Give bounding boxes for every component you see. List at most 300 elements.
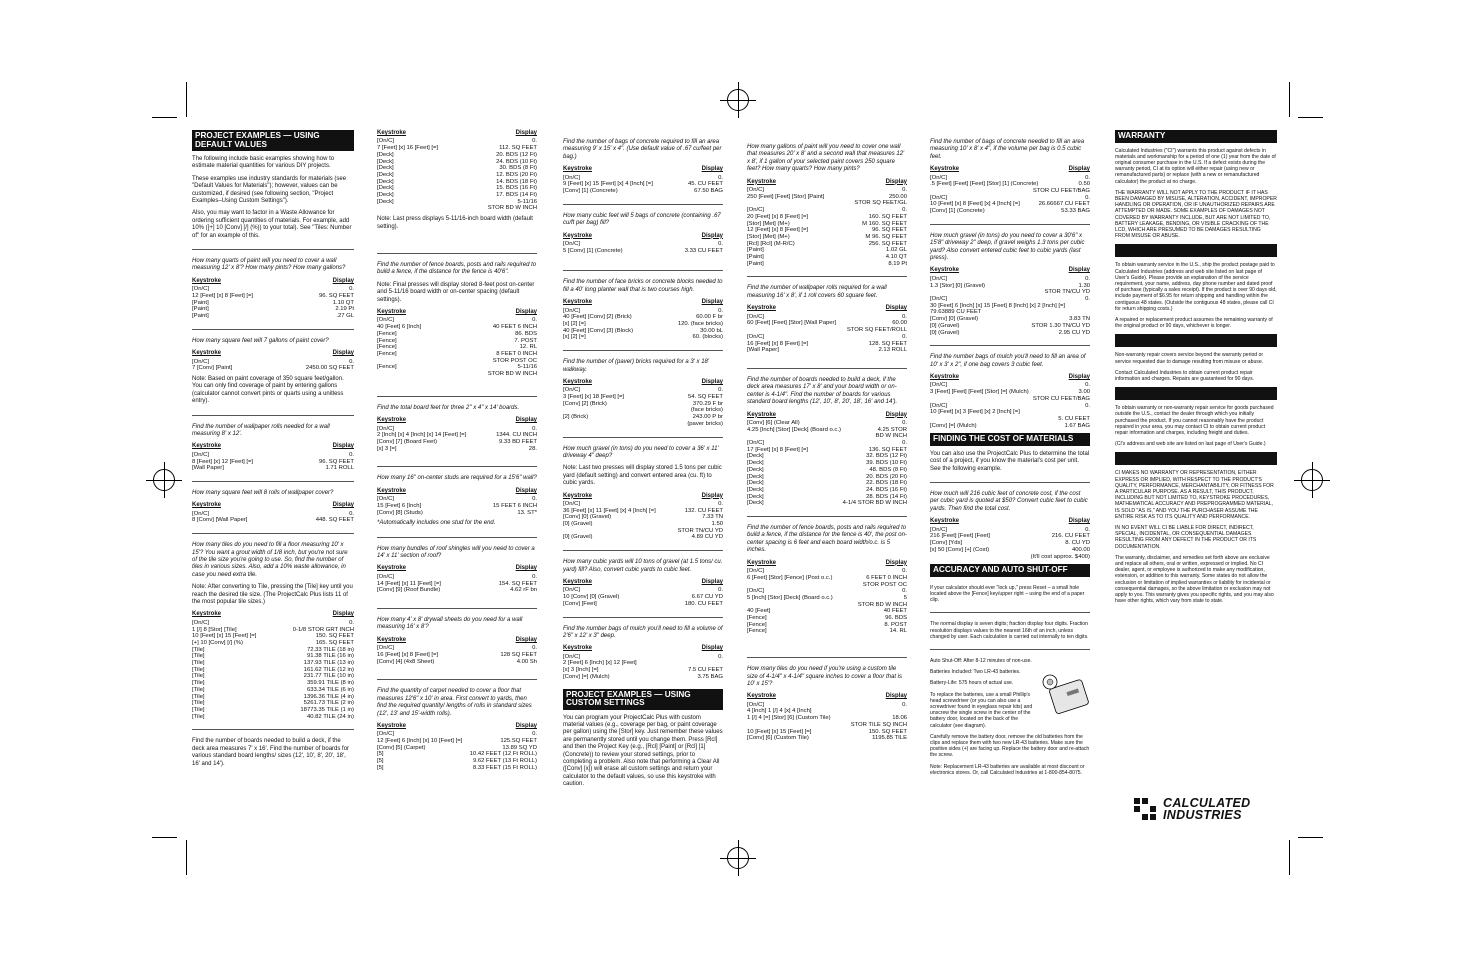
- keystroke-cell: 10 [Conv] [0] (Gravel): [563, 594, 620, 601]
- keystroke-row: [747, 427, 907, 434]
- keystroke-cell: 16 [Feet] [x] 8 [Feet] [=]: [377, 651, 439, 658]
- keystroke-row: [747, 207, 907, 214]
- keystroke-cell: [Fence]: [377, 350, 397, 357]
- keystroke-header: Keystroke Display: [563, 492, 723, 499]
- keystroke-row: [563, 241, 723, 248]
- keystroke-cell: [Conv] [=] (Mulch): [563, 673, 610, 680]
- keystroke-header: Keystroke Display: [563, 378, 723, 385]
- keystroke-cell: [Deck]: [747, 473, 764, 480]
- display-cell: 125.SQ FEET: [500, 738, 537, 745]
- keystroke-row: [192, 647, 354, 654]
- keystroke-row: [747, 582, 907, 589]
- keystroke-cell: [2] (Brick): [563, 414, 589, 421]
- column-5: [930, 130, 1090, 781]
- auto-shutoff-text: Auto Shut-Off: After 8-12 minutes of non-use.: [930, 657, 1032, 664]
- display-cell: STOR TN/CU YD: [677, 527, 723, 534]
- keystroke-cell: [Paint]: [192, 299, 209, 306]
- keystroke-cell: [Conv] [9] (Roof Bundle): [377, 587, 441, 594]
- example-question: Find the number of bags of concrete required to fill an area measuring 9' x 15' x 4". (Use default value of .67 cu/feet per bag.): [563, 139, 722, 160]
- keystroke-cell: [Conv] [4] (4x8 Sheet): [377, 658, 435, 665]
- keystroke-cell: 4 [Inch] 1 [/] 4 [x] 4 [Inch]: [747, 708, 812, 715]
- display-cell: 0.: [1085, 174, 1090, 181]
- display-cell: 216. CU FEET: [1051, 533, 1090, 540]
- keystroke-header: Keystroke Display: [377, 308, 537, 315]
- keystroke-cell: [Deck]: [377, 178, 394, 185]
- keystroke-cell: [Wall Paper]: [192, 465, 224, 472]
- display-cell: 0.: [532, 731, 537, 738]
- keystroke-cell: [On/C]: [192, 286, 210, 293]
- keystroke-row: [377, 364, 537, 371]
- display-cell: 0.: [349, 358, 354, 365]
- keystroke-row: [377, 138, 537, 145]
- display-cell: 448. SQ FEET: [315, 517, 354, 524]
- display-cell: 0.: [718, 240, 723, 247]
- crop-mark: [186, 82, 187, 117]
- keystroke-cell: [Tile]: [192, 693, 205, 700]
- display-cell: 17. BDS (14 Ft): [496, 192, 537, 199]
- keystroke-table: [563, 387, 723, 427]
- display-cell: 0.: [1085, 382, 1090, 389]
- keystroke-cell: [Deck]: [377, 158, 394, 165]
- display-cell: 4.62 rF bn: [510, 587, 537, 594]
- keystroke-row: [747, 320, 907, 327]
- keystroke-cell: 3 [Feet] [Feet] [Feet] [Stor] [=] (Mulch): [930, 389, 1029, 396]
- keystroke-row: [192, 300, 354, 307]
- keystroke-cell: 10 [Feet] [x] 15 [Feet] [=]: [192, 633, 257, 640]
- keystroke-header: Keystroke Display: [377, 722, 537, 729]
- keystroke-cell: [Deck]: [377, 198, 394, 205]
- display-cell: M 160. SQ FEET: [862, 220, 907, 227]
- divider: [192, 329, 354, 330]
- example-question: Find the number bags of mulch you'll need to fill an area of 10' x 3' x 2", if one bag covers 3 cubic feet.: [930, 354, 1086, 368]
- display-cell: 0.: [1085, 295, 1090, 302]
- display-cell: 60.00: [892, 320, 907, 327]
- keystroke-row: [930, 527, 1090, 534]
- display-cell: 0.: [902, 419, 907, 426]
- warranty-paragraph: IN NO EVENT WILL CI BE LIABLE FOR DIRECT, INDIRECT, SPECIAL, INCIDENTAL, OR CONSEQUENTIAL DAMAGES RESULTING FROM ANY DEFECT IN THE PRODUCT OR ITS DOCUMENTATION.: [1115, 525, 1257, 550]
- keystroke-row: [377, 432, 537, 439]
- keystroke-cell: [Conv] [2] (Brick): [563, 400, 607, 407]
- keystroke-cell: [On/C]: [747, 568, 765, 575]
- keystroke-table: [563, 241, 723, 254]
- keystroke-cell: [Fence]: [747, 615, 767, 622]
- keystroke-cell: [Tile]: [192, 660, 205, 667]
- keystroke-row: [563, 587, 723, 594]
- display-cell: STOR BD W INCH: [487, 205, 537, 212]
- keystroke-row: [563, 321, 723, 328]
- display-cell: 4.10 QT: [885, 254, 907, 261]
- display-cell: 0.: [349, 619, 354, 626]
- keystroke-cell: 40 [Feet] 6 [Inch]: [377, 324, 422, 331]
- keystroke-row: [930, 289, 1090, 296]
- display-cell: 5: [903, 594, 907, 601]
- display-cell: 8.33 FEET (15 Ft ROLL): [472, 764, 537, 771]
- keystroke-cell: [Tile]: [192, 646, 205, 653]
- keystroke-cell: [5]: [377, 764, 384, 771]
- crop-mark: [1289, 82, 1290, 117]
- keystroke-cell: 7 [Feet] [x] 16 [Feet] [=]: [377, 145, 439, 152]
- keystroke-cell: [On/C]: [747, 313, 765, 320]
- keystroke-cell: [0] (Gravel): [563, 534, 593, 541]
- keystroke-table: [377, 574, 537, 594]
- keystroke-cell: [Stor] [Met] (M+): [747, 220, 790, 227]
- display-cell: 13. ST*: [517, 509, 537, 516]
- keystroke-cell: 2 [Inch] [x] 4 [Inch] [x] 14 [Feet] [=]: [377, 432, 467, 439]
- keystroke-row: [930, 181, 1090, 188]
- keystroke-cell: [Tile]: [192, 680, 205, 687]
- display-cell: STOR CU FEET/BAG: [1032, 395, 1090, 402]
- display-cell: 53.33 BAG: [1061, 208, 1090, 215]
- keystroke-row: [930, 201, 1090, 208]
- column-2: [377, 130, 537, 772]
- keystroke-row: [192, 452, 354, 459]
- registration-mark: [727, 89, 749, 111]
- keystroke-row: [563, 394, 723, 401]
- keystroke-cell: [On/C]: [563, 240, 581, 247]
- keystroke-cell: [On/C]: [377, 573, 395, 580]
- display-cell: 0.: [1085, 402, 1090, 409]
- keystroke-row: [377, 645, 537, 652]
- display-cell: 30. BDS (8 Ft): [499, 165, 537, 172]
- keystroke-row: [192, 293, 354, 300]
- keystroke-row: [192, 667, 354, 674]
- example-tiles: [192, 542, 354, 720]
- keystroke-table: [747, 420, 907, 507]
- display-cell: 96. BDS: [885, 615, 907, 622]
- display-cell: 128 SQ FEET: [500, 651, 537, 658]
- keystroke-cell: [On/C]: [192, 358, 210, 365]
- keystroke-cell: [On/C]: [377, 731, 395, 738]
- display-cell: 4.25 STOR: [877, 426, 907, 433]
- display-cell: 8. CU YD: [1065, 540, 1090, 547]
- keystroke-row: [377, 426, 537, 433]
- keystroke-row: [747, 715, 907, 722]
- keystroke-row: [747, 622, 907, 629]
- keystroke-row: [377, 185, 537, 192]
- keystroke-row: [747, 221, 907, 228]
- display-cell: STOR 1.30 TN/CU YD: [1031, 322, 1090, 329]
- display-cell: 6.67 CU YD: [691, 594, 723, 601]
- keystroke-header: Keystroke Display: [377, 487, 537, 494]
- display-cell: (paver bricks): [687, 420, 723, 427]
- display-cell: 128. SQ FEET: [868, 340, 907, 347]
- keystroke-row: [377, 503, 537, 510]
- keystroke-header: Keystroke Display: [192, 611, 354, 618]
- example-paint-coverage: [192, 338, 354, 406]
- keystroke-row: [930, 389, 1090, 396]
- display-cell: STOR BD W INCH: [857, 601, 907, 608]
- keystroke-cell: [Conv] [8] (Studs): [377, 509, 423, 516]
- keystroke-header: Keystroke Display: [930, 166, 1090, 173]
- keystroke-cell: [On/C]: [192, 510, 210, 517]
- keystroke-row: [930, 416, 1090, 423]
- keystroke-row: [377, 659, 537, 666]
- display-cell: 256. SQ FEET: [868, 240, 907, 247]
- display-cell: 8. POST: [884, 621, 907, 628]
- column-4: [747, 130, 907, 742]
- keystroke-row: [563, 407, 723, 414]
- keystroke-row: [563, 508, 723, 515]
- keystroke-cell: [Tile]: [192, 700, 205, 707]
- warranty-paragraph: (CI's address and web site are listed on last page of User's Guide.): [1115, 441, 1266, 448]
- example-note: Note: Final presses will display stored 8-feet post on-center and 5-11/16 board width or on-center spacing (default settings).: [377, 281, 535, 303]
- display-cell: 1396.36 TILE (4 in): [303, 693, 354, 700]
- keystroke-table: [563, 654, 723, 681]
- keystroke-cell: 30 [Feet] 6 [Inch] [x] 15 [Feet] 8 [Inch] [x] 2 [Inch] [=]: [930, 302, 1066, 309]
- keystroke-cell: 14 [Feet] [x] 11 [Feet] [=]: [377, 580, 441, 587]
- display-cell: 250.00: [888, 193, 907, 200]
- warranty-paragraph: To obtain warranty service in the U.S., ship the product postage paid to Calculated Industries (address and web site listed on last page of User's Guide). Please provide an explanation of the service requirement, your name, address, day phone number and dated proof of purchase (typically a sales receipt). If the product is over 90 days old, include payment of $6.95 for return shipping and handling within the contiguous 48 states. (Outside the contiguous 48 states, please call CI for return shipping costs.): [1115, 262, 1277, 312]
- keystroke-row: [563, 601, 723, 608]
- display-cell: 12. RL: [519, 344, 537, 351]
- display-cell: 0.: [532, 645, 537, 652]
- keystroke-row: [930, 276, 1090, 283]
- keystroke-row: [747, 254, 907, 261]
- battery-diagram-icon: [1038, 672, 1090, 714]
- keystroke-row: [747, 214, 907, 221]
- display-cell: 18773.35 TILE (1 in): [300, 706, 354, 713]
- display-cell: 32. BDS (12 Ft): [866, 453, 907, 460]
- display-cell: 161.62 TILE (12 in): [303, 666, 354, 673]
- example-question: Find the number of face bricks or concrete blocks needed to fill a 40' long planter wall that is two courses high.: [563, 279, 723, 293]
- display-cell: 165. SQ FEET: [315, 639, 354, 646]
- divider: [377, 466, 537, 467]
- example-question: How much will 216 cubic feet of concrete cost, if the cost per cubic yard is quoted at $50? Convert cubic feet to cubic yards. Then find the total cost.: [930, 491, 1088, 512]
- display-cell: 120. (face bricks): [677, 320, 723, 327]
- example-studs: [377, 475, 537, 527]
- battery-replace-paragraph: To replace the batteries, use a small Phillip's head screwdriver (or you can also use a screwdriver found in eyeglass repair kits) and unscrew the single screw in the center of the battery door, located on the back of the calculator (see diagram).: [930, 691, 1033, 729]
- display-cell: 96. SQ FEET: [871, 227, 907, 234]
- example-question: Find the number of fence boards, posts and rails required to build a fence, if the distance for the fence is 40', the post on-center spacing is 6 feet and each board width/o.c. is 5 inches.: [747, 525, 907, 554]
- keystroke-table: [930, 527, 1090, 561]
- display-cell: STOR POST OC: [492, 357, 537, 364]
- display-cell: 1.50: [711, 521, 723, 528]
- keystroke-table: [930, 276, 1090, 336]
- warranty-paragraph: To obtain warranty or non-warranty repair service for goods purchased outside the U.S., contact the dealer through which you initially purchased the product. If you cannot reasonably have the product repaired in your area, you may contact CI to obtain current product repair information and charges, including freight and duties.: [1115, 405, 1274, 436]
- keystroke-row: [377, 587, 537, 594]
- keystroke-row: [747, 708, 907, 715]
- keystroke-row: [930, 283, 1090, 290]
- keystroke-cell: 9 [Feet] [x] 15 [Feet] [x] 4 [Inch] [=]: [563, 181, 653, 188]
- display-cell: 0.: [902, 701, 907, 708]
- keystroke-table: [747, 568, 907, 635]
- keystroke-row: [192, 627, 354, 634]
- example-question: How much gravel (in tons) do you need to cover a 36' x 11' driveway 4" deep?: [563, 445, 719, 459]
- example-drywall: [377, 617, 537, 665]
- keystroke-row: [192, 633, 354, 640]
- divider: [747, 516, 907, 517]
- display-cell: 0.: [902, 588, 907, 595]
- keystroke-row: [747, 568, 907, 575]
- section-header-default-values: PROJECT EXAMPLES — USING DEFAULT VALUES: [192, 130, 354, 151]
- keystroke-header: Keystroke Display: [747, 178, 907, 185]
- keystroke-cell: 1 [/] 4 [=] [Stor] [6] (Custom Tile): [747, 715, 831, 722]
- keystroke-table: [747, 702, 907, 742]
- section-header-bar: [1115, 387, 1277, 400]
- display-cell: 150. SQ FEET: [868, 728, 907, 735]
- display-cell: 0.: [532, 425, 537, 432]
- keystroke-cell: [On/C]: [747, 187, 765, 194]
- keystroke-row: [377, 172, 537, 179]
- keystroke-cell: [Conv] [Yds]: [930, 540, 963, 547]
- keystroke-row: [377, 159, 537, 166]
- keystroke-cell: [Tile]: [192, 653, 205, 660]
- keystroke-row: [930, 296, 1090, 303]
- keystroke-table: [192, 511, 354, 524]
- keystroke-cell: [Tile]: [192, 706, 205, 713]
- keystroke-cell: 216 [Feet] [Feet] [Feet]: [930, 533, 990, 540]
- company-logo: [1133, 796, 1251, 822]
- divider: [377, 253, 537, 254]
- display-cell: 45. CU FEET: [687, 181, 723, 188]
- keystroke-cell: [5]: [377, 751, 384, 758]
- keystroke-cell: [Paint]: [747, 260, 764, 267]
- display-cell: STOR CU FEET/BAG: [1032, 188, 1090, 195]
- keystroke-cell: [On/C]: [930, 402, 948, 409]
- keystroke-cell: [Conv] [0] (Gravel): [930, 316, 979, 323]
- keystroke-row: [192, 680, 354, 687]
- keystroke-cell: [Tile]: [192, 713, 205, 720]
- keystroke-cell: [On/C]: [563, 500, 581, 507]
- divider: [563, 550, 723, 551]
- keystroke-row: [192, 359, 354, 366]
- keystroke-cell: 6 [Feet] [Stor] [Fence] (Post o.c.): [747, 574, 833, 581]
- display-cell: 0.: [902, 207, 907, 214]
- keystroke-row: [747, 608, 907, 615]
- keystroke-row: [563, 528, 723, 535]
- keystroke-row: [747, 615, 907, 622]
- keystroke-row: [377, 358, 537, 365]
- display-cell: 7. POST: [514, 337, 537, 344]
- keystroke-row: [747, 494, 907, 501]
- keystroke-cell: [Conv] [1] (Concrete): [563, 188, 618, 195]
- keystroke-cell: 40 [Feet] [Conv] [2] (Brick): [563, 314, 632, 321]
- keystroke-table: [377, 426, 537, 453]
- keystroke-row: [747, 722, 907, 729]
- section-header-accuracy: ACCURACY AND AUTO SHUT-OFF: [930, 564, 1090, 577]
- crop-mark: [152, 117, 177, 118]
- keystroke-cell: [0] (Gravel): [930, 329, 960, 336]
- display-cell: 0.: [718, 500, 723, 507]
- keystroke-row: [747, 467, 907, 474]
- display-cell: 30.00 bL: [700, 327, 723, 334]
- display-cell: 132. CU FEET: [684, 507, 723, 514]
- keystroke-cell: [Deck]: [747, 466, 764, 473]
- display-cell: 86. BDS: [515, 330, 537, 337]
- keystroke-table: [747, 314, 907, 354]
- keystroke-header: Keystroke Display: [192, 502, 354, 509]
- keystroke-cell: 12 [Feet] [x] 8 [Feet] [=]: [192, 292, 254, 299]
- display-cell: STOR SQ FEET/ROLL: [846, 327, 907, 334]
- display-cell: 1344. CU INCH: [496, 432, 537, 439]
- keystroke-cell: [Fence]: [747, 628, 767, 635]
- keystroke-row: [377, 331, 537, 338]
- warranty-paragraph: CI MAKES NO WARRANTY OR REPRESENTATION, EITHER EXPRESS OR IMPLIED, WITH RESPECT TO THE PRODUCT'S QUALITY, PERFORMANCE, MERCHANTABILITY, OR FITNESS FOR A PARTICULAR PURPOSE. AS A RESULT, THIS PRODUCT, INCLUDING BUT NOT LIMITED TO, KEYSTROKE PROCEDURES, MATHEMATICAL ACCURACY AND PREPROGRAMMED MATERIAL, IS SOLD "AS IS," AND YOU THE PURCHASER ASSUME THE ENTIRE RISK AS TO ITS QUALITY AND PERFORMANCE.: [1115, 470, 1274, 520]
- example-board-feet: [377, 405, 537, 453]
- keystroke-row: [563, 308, 723, 315]
- example-fence: [377, 262, 537, 378]
- example-note: *Automatically includes one stud for the end.: [377, 520, 496, 527]
- keystroke-cell: [Conv] [Feet]: [563, 600, 597, 607]
- keystroke-cell: 15 [Feet] 6 [Inch]: [377, 502, 422, 509]
- keystroke-cell: 16 [Feet] [x] 8 [Feet] [=]: [747, 340, 809, 347]
- example-gravel-yards: [563, 559, 723, 607]
- keystroke-row: [747, 420, 907, 427]
- keystroke-row: [563, 401, 723, 408]
- display-cell: 22. BDS (18 Ft): [866, 480, 907, 487]
- display-cell: 10.42 FEET (12 Ft ROLL): [469, 751, 537, 758]
- keystroke-row: [563, 667, 723, 674]
- keystroke-cell: [Paint]: [747, 254, 764, 261]
- divider: [930, 345, 1090, 346]
- display-cell: 0.: [532, 496, 537, 503]
- keystroke-row: [192, 707, 354, 714]
- keystroke-cell: [Deck]: [377, 151, 394, 158]
- keystroke-header: Keystroke Display: [192, 443, 354, 450]
- keystroke-cell: [On/C]: [563, 387, 581, 394]
- example-question: Find the number of (paver) bricks required for a 3' x 18' walkway.: [563, 359, 710, 373]
- keystroke-cell: [On/C]: [563, 174, 581, 181]
- keystroke-row: [563, 314, 723, 321]
- keystroke-cell: [Fence]: [377, 344, 397, 351]
- example-cost: [930, 491, 1090, 560]
- keystroke-row: [377, 324, 537, 331]
- keystroke-row: [377, 179, 537, 186]
- display-cell: 4-1/4 STOR BD W INCH: [842, 500, 907, 507]
- keystroke-header: Keystroke Display: [747, 693, 907, 700]
- display-cell: 28. BDS (14 Ft): [866, 493, 907, 500]
- keystroke-row: [192, 640, 354, 647]
- accuracy-paragraph: If your calculator should ever "lock up," press Reset – a small hole located above the [Fence] key/upper right – using the end of a paper clip.: [930, 584, 1085, 604]
- keystroke-cell: 8 [Conv] [Wall Paper]: [192, 517, 248, 524]
- display-cell: 5261.73 TILE (2 in): [303, 700, 354, 707]
- keystroke-row: [377, 574, 537, 581]
- display-cell: .27 GL: [336, 313, 354, 320]
- keystroke-cell: [On/C]: [192, 619, 210, 626]
- display-cell: 7.5 CU FEET: [687, 667, 723, 674]
- display-cell: 3.75 BAG: [697, 673, 723, 680]
- display-cell: 5. CU FEET: [1058, 415, 1090, 422]
- keystroke-row: [747, 341, 907, 348]
- keystroke-row: [192, 465, 354, 472]
- display-cell: 231.77 TILE (10 in): [303, 673, 354, 680]
- divider: [930, 224, 1090, 225]
- divider: [747, 657, 907, 658]
- keystroke-row: [747, 500, 907, 507]
- keystroke-row: [747, 480, 907, 487]
- example-question: Find the number bags of mulch you'll need to fill a volume of 2'6" x 12' x 3" deep.: [563, 625, 723, 639]
- example-question: Find the quantity of carpet needed to cover a floor that measures 12'6" x 10' in area. First convert to yards, then find the required quantity/ lengths of rolls in standard sizes (12', 13' and 15'-width rolls).: [377, 688, 532, 717]
- display-cell: 40 FEET: [883, 608, 907, 615]
- keystroke-cell: [x] [2] [=]: [563, 334, 586, 341]
- display-cell: 2.19 Pt: [335, 306, 354, 313]
- display-cell: 3.33 CU FEET: [684, 247, 723, 254]
- example-paint-quarts: [192, 258, 354, 320]
- display-cell: 0.50: [1078, 181, 1090, 188]
- keystroke-cell: [Deck]: [747, 453, 764, 460]
- example-question: Find the number of bags of concrete needed to fill an area measuring 10' x 8' x 4", if the volume per bag is 0.5 cubic feet.: [930, 139, 1085, 160]
- keystroke-cell: [Deck]: [747, 500, 764, 507]
- keystroke-row: [747, 729, 907, 736]
- keystroke-row: [747, 702, 907, 709]
- keystroke-cell: 7 [Conv] [Paint]: [192, 365, 233, 372]
- display-cell: 0.: [718, 387, 723, 394]
- keystroke-row: [377, 496, 537, 503]
- keystroke-row: [747, 433, 907, 440]
- keystroke-row: [563, 501, 723, 508]
- keystroke-cell: 10 [Feet] [x] 3 [Feet] [x] 2 [Inch] [=]: [930, 409, 1020, 416]
- display-cell: 40 FEET 6 INCH: [492, 324, 537, 331]
